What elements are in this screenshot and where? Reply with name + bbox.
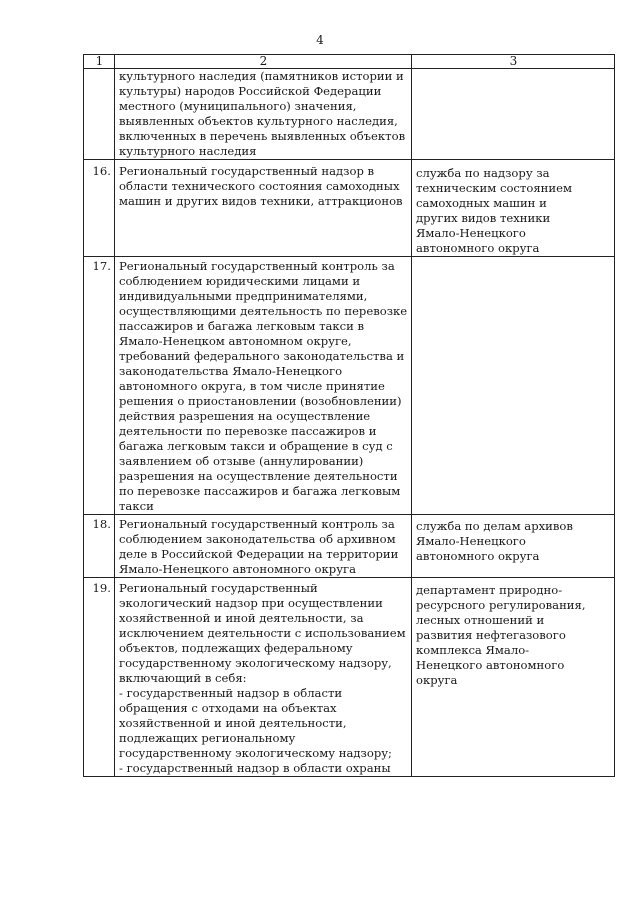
agency-cell bbox=[412, 257, 615, 515]
agency-line: служба по делам архивов bbox=[416, 519, 573, 533]
agency-line: Ямало-Ненецкого bbox=[416, 226, 526, 240]
agency-cell bbox=[412, 515, 615, 578]
agency-line: Ямало-Ненецкого bbox=[416, 534, 526, 548]
page-number: 4 bbox=[316, 33, 324, 47]
control-type-line: Региональный государственный bbox=[119, 581, 318, 595]
agency-line: ресурсного регулирования, bbox=[416, 598, 586, 612]
table-row bbox=[84, 515, 615, 578]
control-type-line: багажа легковым такси и обращение в суд с bbox=[119, 439, 393, 453]
control-type-line: подлежащих региональному bbox=[119, 731, 296, 745]
table-row bbox=[84, 69, 615, 160]
control-type-line: действия разрешения на осуществление bbox=[119, 409, 371, 423]
row-number: 17. bbox=[84, 257, 115, 515]
control-type-cell bbox=[115, 69, 412, 160]
control-type-line: требований федерального законодательства и bbox=[119, 349, 405, 363]
control-type-line: культуры) народов Российской Федерации bbox=[119, 84, 382, 98]
control-type-line: деле в Российской Федерации на территории bbox=[119, 547, 399, 561]
control-type-line: местного (муниципального) значения, bbox=[119, 99, 357, 113]
control-type-line: деятельности по перевозке пассажиров и bbox=[119, 424, 377, 438]
control-type-line: культурного наследия bbox=[119, 144, 257, 158]
agency-line: служба по надзору за bbox=[416, 166, 550, 180]
control-type-line: хозяйственной и иной деятельности, bbox=[119, 716, 347, 730]
control-type-line: - государственный надзор в области bbox=[119, 686, 343, 700]
control-type-line: разрешения на осуществление деятельности bbox=[119, 469, 398, 483]
control-type-line: заявлением об отзыве (аннулировании) bbox=[119, 454, 364, 468]
control-type-line: соблюдением юридическими лицами и bbox=[119, 274, 361, 288]
row-number: 16. bbox=[84, 160, 115, 257]
column-header-1: 1 bbox=[84, 55, 115, 69]
agency-line: автономного округа bbox=[416, 241, 540, 255]
table-row bbox=[84, 578, 615, 777]
control-type-line: экологический надзор при осуществлении bbox=[119, 596, 383, 610]
control-type-line: Региональный государственный надзор в bbox=[119, 164, 375, 178]
agency-line: департамент природно- bbox=[416, 583, 563, 597]
agency-cell bbox=[412, 69, 615, 160]
control-type-line: Ямало-Ненецком автономном округе, bbox=[119, 334, 352, 348]
control-type-line: культурного наследия (памятников истории и bbox=[119, 69, 404, 83]
agency-line: Ненецкого автономного bbox=[416, 658, 565, 672]
control-type-line: исключением деятельности с использованием bbox=[119, 626, 406, 640]
control-type-line: - государственный надзор в области охраны bbox=[119, 761, 391, 775]
table-header-row bbox=[84, 55, 615, 69]
control-type-cell bbox=[115, 257, 412, 515]
control-type-line: машин и других видов техники, аттракционов bbox=[119, 194, 403, 208]
control-type-line: выявленных объектов культурного наследия, bbox=[119, 114, 398, 128]
control-type-line: области технического состояния самоходных bbox=[119, 179, 400, 193]
agency-line: других видов техники bbox=[416, 211, 551, 225]
agency-line: развития нефтегазового bbox=[416, 628, 566, 642]
column-header-3: 3 bbox=[412, 55, 615, 69]
control-type-line: Региональный государственный контроль за bbox=[119, 517, 395, 531]
control-type-line: включенных в перечень выявленных объектов bbox=[119, 129, 406, 143]
agency-line: округа bbox=[416, 673, 458, 687]
regulation-table bbox=[83, 54, 615, 777]
agency-line: автономного округа bbox=[416, 549, 540, 563]
row-number: 18. bbox=[84, 515, 115, 578]
control-type-line: законодательства Ямало-Ненецкого bbox=[119, 364, 343, 378]
control-type-cell bbox=[115, 515, 412, 578]
control-type-cell bbox=[115, 578, 412, 777]
control-type-line: соблюдением законодательства об архивном bbox=[119, 532, 396, 546]
control-type-line: обращения с отходами на объектах bbox=[119, 701, 337, 715]
control-type-line: Ямало-Ненецкого автономного округа bbox=[119, 562, 356, 576]
agency-line: комплекса Ямало- bbox=[416, 643, 530, 657]
agency-cell bbox=[412, 578, 615, 777]
agency-line: самоходных машин и bbox=[416, 196, 547, 210]
control-type-line: объектов, подлежащих федеральному bbox=[119, 641, 353, 655]
control-type-line: индивидуальными предпринимателями, bbox=[119, 289, 368, 303]
control-type-cell bbox=[115, 160, 412, 257]
column-header-2: 2 bbox=[115, 55, 412, 69]
control-type-line: государственному экологическому надзору, bbox=[119, 656, 392, 670]
control-type-line: хозяйственной и иной деятельности, за bbox=[119, 611, 364, 625]
control-type-line: решения о приостановлении (возобновлении) bbox=[119, 394, 402, 408]
control-type-line: такси bbox=[119, 499, 154, 513]
control-type-line: пассажиров и багажа легковым такси в bbox=[119, 319, 365, 333]
control-type-line: осуществляющими деятельность по перевозке bbox=[119, 304, 408, 318]
agency-cell bbox=[412, 160, 615, 257]
control-type-line: по перевозке пассажиров и багажа легковым bbox=[119, 484, 401, 498]
control-type-line: включающий в себя: bbox=[119, 671, 247, 685]
control-type-line: государственному экологическому надзору; bbox=[119, 746, 392, 760]
row-number bbox=[84, 69, 115, 160]
row-number: 19. bbox=[84, 578, 115, 777]
table-row bbox=[84, 160, 615, 257]
table-row bbox=[84, 257, 615, 515]
agency-line: лесных отношений и bbox=[416, 613, 545, 627]
control-type-line: Региональный государственный контроль за bbox=[119, 259, 395, 273]
control-type-line: автономного округа, в том числе принятие bbox=[119, 379, 385, 393]
agency-line: техническим состоянием bbox=[416, 181, 572, 195]
